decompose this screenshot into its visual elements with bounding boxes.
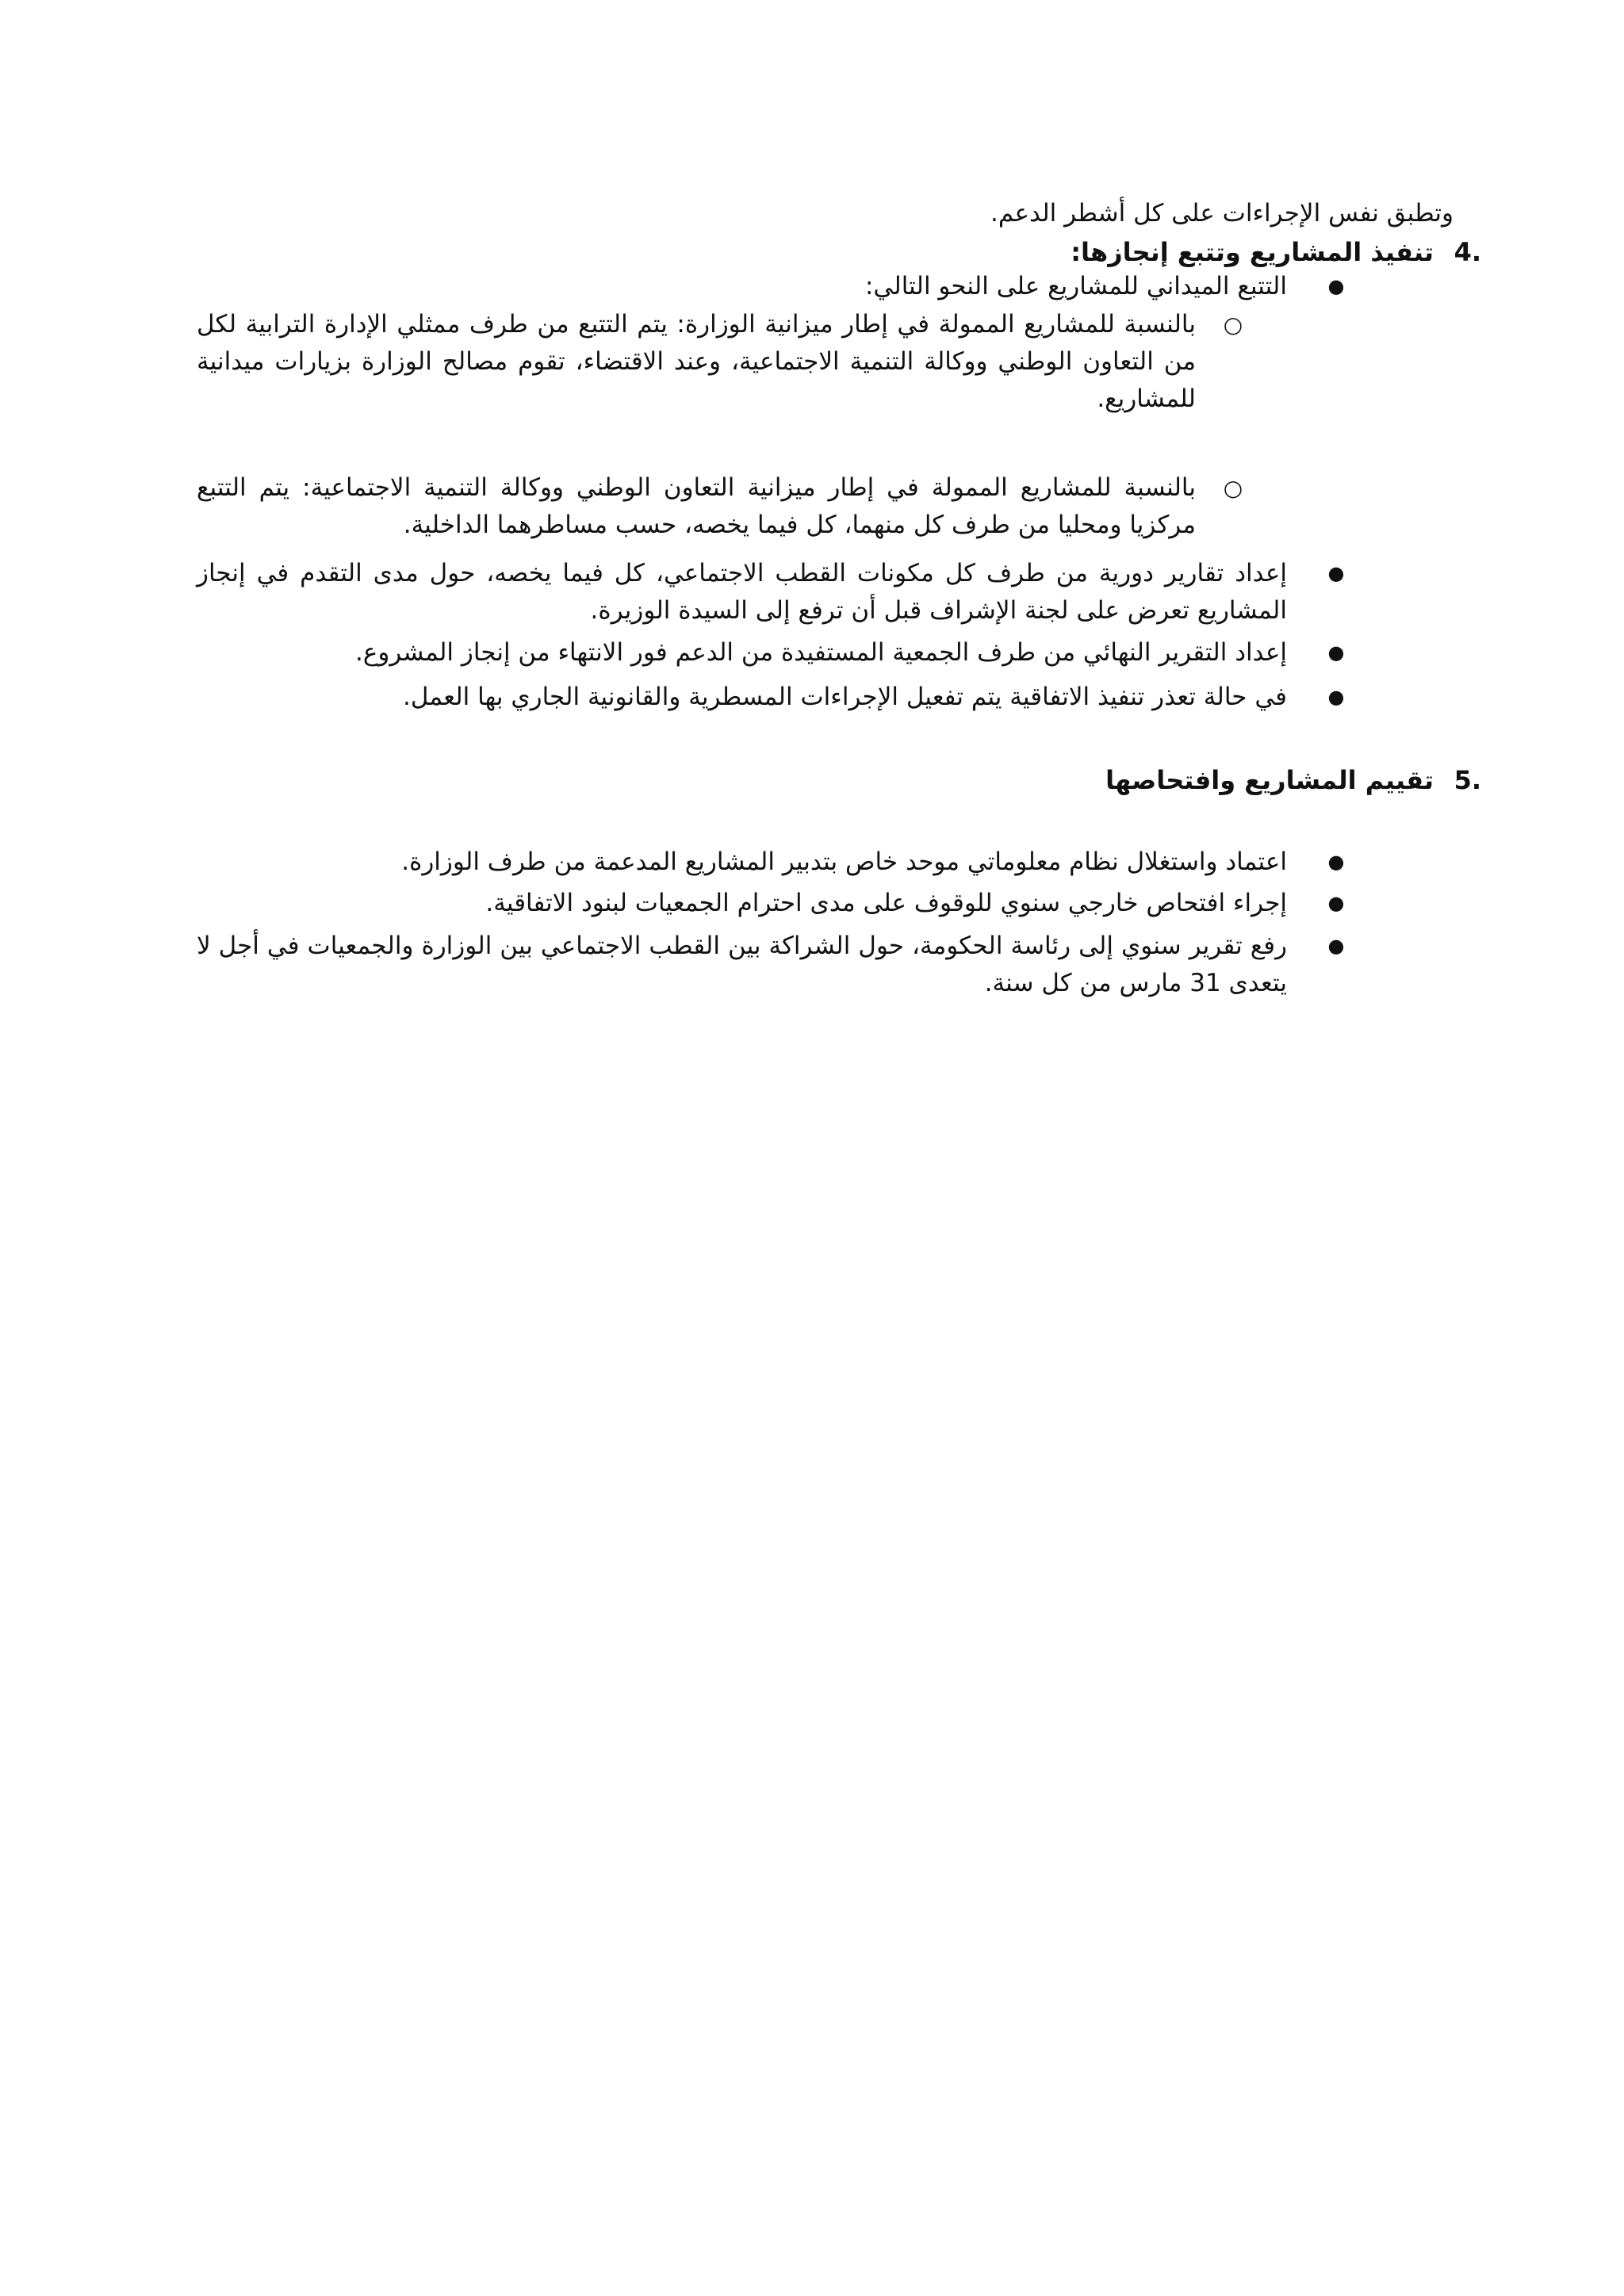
bullet-icon: ● bbox=[1327, 892, 1345, 914]
section-5-bullet-1: اعتماد واستغلال نظام معلوماتي موحد خاص بتدبير المشاريع المدعمة من طرف الوزارة. bbox=[401, 848, 1287, 876]
section-4-sub-bullet-1: بالنسبة للمشاريع الممولة في إطار ميزانية الوزارة: يتم التتبع من طرف ممثلي الإدارة الترابية لكل من التعاون الوطني ووكالة التنمية الاجتماعية، وعند الاقتضاء، تقوم مصالح الوزارة بزيارات ميدانية للمشاريع. bbox=[197, 310, 1196, 413]
section-4-bullet-4: في حالة تعذر تنفيذ الاتفاقية يتم تفعيل الإجراءات المسطرية والقانونية الجاري بها العمل. bbox=[403, 683, 1287, 711]
intro-paragraph: وتطبق نفس الإجراءات على كل أشطر الدعم. bbox=[990, 199, 1454, 228]
section-5-title: تقييم المشاريع وافتحاصها bbox=[1105, 765, 1434, 795]
section-5-bullet-2: إجراء افتحاص خارجي سنوي للوقوف على مدى احترام الجمعيات لبنود الاتفاقية. bbox=[485, 889, 1287, 917]
section-4-bullet-3: إعداد التقرير النهائي من طرف الجمعية المستفيدة من الدعم فور الانتهاء من إنجاز المشروع. bbox=[354, 638, 1287, 667]
hollow-circle-icon: ○ bbox=[1223, 312, 1243, 338]
section-4-title: تنفيذ المشاريع وتتبع إنجازها: bbox=[1071, 237, 1434, 267]
bullet-icon: ● bbox=[1327, 686, 1345, 708]
bullet-icon: ● bbox=[1327, 641, 1345, 664]
section-4-bullet-2: إعداد تقارير دورية من طرف كل مكونات القطب الاجتماعي، كل فيما يخصه، حول مدى التقدم في إنجاز المشاريع تعرض على لجنة الإشراف قبل أن ترفع إلى السيدة الوزيرة. bbox=[197, 559, 1287, 625]
section-4-sub-bullet-2: بالنسبة للمشاريع الممولة في إطار ميزانية التعاون الوطني ووكالة التنمية الاجتماعية: يتم التتبع مركزيا ومحليا من طرف كل منهما، كل فيما يخصه، حسب مساطرهما الداخلية. bbox=[197, 473, 1196, 539]
bullet-icon: ● bbox=[1327, 851, 1345, 873]
section-5-bullet-3: رفع تقرير سنوي إلى رئاسة الحكومة، حول الشراكة بين القطب الاجتماعي بين الوزارة والجمعيات في أجل لا يتعدى 31 مارس من كل سنة. bbox=[197, 932, 1287, 997]
section-4-bullet-1: التتبع الميداني للمشاريع على النحو التالي: bbox=[864, 272, 1287, 300]
section-5-number: 5. bbox=[1454, 765, 1481, 795]
bullet-icon: ● bbox=[1327, 562, 1345, 584]
bullet-icon: ● bbox=[1327, 275, 1345, 297]
bullet-icon: ● bbox=[1327, 935, 1345, 957]
hollow-circle-icon: ○ bbox=[1223, 475, 1243, 501]
section-4-number: 4. bbox=[1454, 237, 1481, 267]
